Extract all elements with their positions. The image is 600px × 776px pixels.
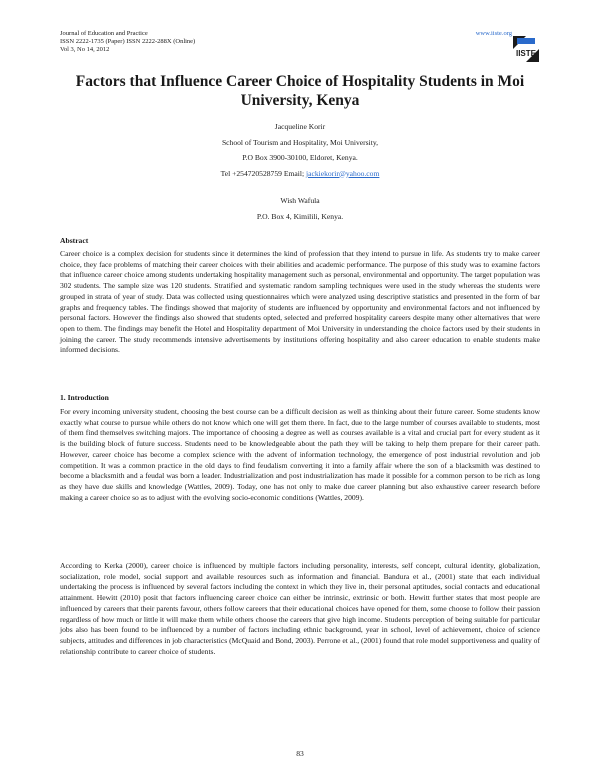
author-2-address: P.O. Box 4, Kimilili, Kenya.: [256, 211, 344, 221]
paper-title: Factors that Influence Career Choice of Hospitality Students in Moi University, Kenya: [75, 73, 525, 109]
author-1-address: P.O Box 3900-30100, Eldoret, Kenya.: [242, 153, 358, 162]
abstract-text: Career choice is a complex decision for students since it determines the kind of profession that they intend to pursue in life. As students try to make career choice, they face problems of matching their career choices with their abilities and academic performance. The purpose of this study was to examine factors that influence career choice among students undertaking hospitality management such as personal, environmental and opportunity. The target population was 302 students. The sample size was 120 students. Stratified and systematic random sampling techniques were used in the study whereas the students were grouped in strata of year of study. Data was collected using questionnaires which were analyzed using descriptive statistics and presented in the form of bar graphs and frequency tables. The findings showed that majority of students are influenced by opportunity and environmental factors and not influenced by personal factors. However the findings also showed that students opted, selected and preferred hospitality careers despite many other alternatives that were open to them. The findings may benefit the Hotel and Hospitality department of Moi University in understanding the choice factors used by their students in joining the career. The study recommends intensive advertisements by institutions offering hospitality and also career education to enable students make informed decisions.: [60, 249, 540, 355]
author-1-name: Jacqueline Korir: [274, 122, 326, 131]
page-number: 83: [296, 749, 304, 758]
website-header: [476, 30, 512, 37]
author-1-contact: Tel +254720528759 Email; jackiekorir@yahoo.com: [220, 168, 380, 178]
author-2-block: [60, 193, 540, 224]
journal-name: Journal of Education and Practice: [60, 30, 148, 37]
author-1-block: [60, 119, 540, 181]
introduction-paragraph-1: For every incoming university student, choosing the best course can be a difficult decision as well as thinking about their future career. Some students know exactly what course to pursue while others do not know which one will get them there. In fact, due to the large number of courses available to students, most of them find themselves switching majors. The importance of choosing a degree as well as courses available is a vital and crucial part for every student as it is the building block of future success. Students need to be knowledgeable about the path they will be taking to help them prepare for their career path. However, career choice has become a complex science with the advent of information technology, the emergence of post industrial revolution and job competition. It was a common practice in the old days to find feudalism converting it into a family affair where the son of a blacksmith was destined to become a blacksmith and a feudal was born a leader. Industrialization and post industrialization has made it possible for a common person to be rich as long as they have due skills and knowledge (Wattles, 2009). Today, one has not only to make due career planning but also exhaustive career research before making a career choice so as to adjust with the evolving socio-economic conditions (Wattles, 2009).: [60, 407, 540, 502]
introduction-heading: 1. Introduction: [60, 393, 109, 402]
author-1-email-link[interactable]: jackiekorir@yahoo.com: [305, 168, 380, 178]
website-link[interactable]: www.iiste.org: [475, 30, 512, 37]
introduction-paragraph-2: According to Kerka (2000), career choice is influenced by multiple factors including personality, interests, self concept, cultural identity, globalization, socialization, role model, social support and available resources such as information and financial. Bandura et al., (2001) state that each individual undertaking the process is influenced by several factors including the context in which they live in, their personal aptitudes, social contacts and educational attainment. Hewitt (2010) posit that factors influencing career choice can either be intrinsic, extrinsic or both. Hewitt further states that most people are influenced by careers that their parents favour, others follow careers that their educational choices have opened for them, some choose to follow their passion regardless of how much or little it will make them while others choose the careers that give high income. Students perception of being suitable for particular jobs also has been found to be influenced by a number of factors including ethnic background, year in school, level of achievement, choice of science subjects, attitudes and differences in job characteristics (McQuaid and Bond, 2003). Perrone et al., (2001) found that role model supportiveness and quality of relationship contribute to career choice of students.: [60, 561, 540, 656]
svg-text:IISTE: IISTE: [515, 49, 537, 58]
journal-volume: Vol 3, No 14, 2012: [60, 46, 110, 53]
iiste-logo: [512, 35, 540, 63]
author-2-name: Wish Wafula: [280, 196, 320, 205]
journal-issn: ISSN 2222-1735 (Paper) ISSN 2222-288X (Online): [60, 38, 196, 45]
journal-header: [60, 30, 195, 54]
author-1-affiliation: School of Tourism and Hospitality, Moi University,: [221, 137, 379, 147]
abstract-heading: Abstract: [60, 236, 89, 245]
